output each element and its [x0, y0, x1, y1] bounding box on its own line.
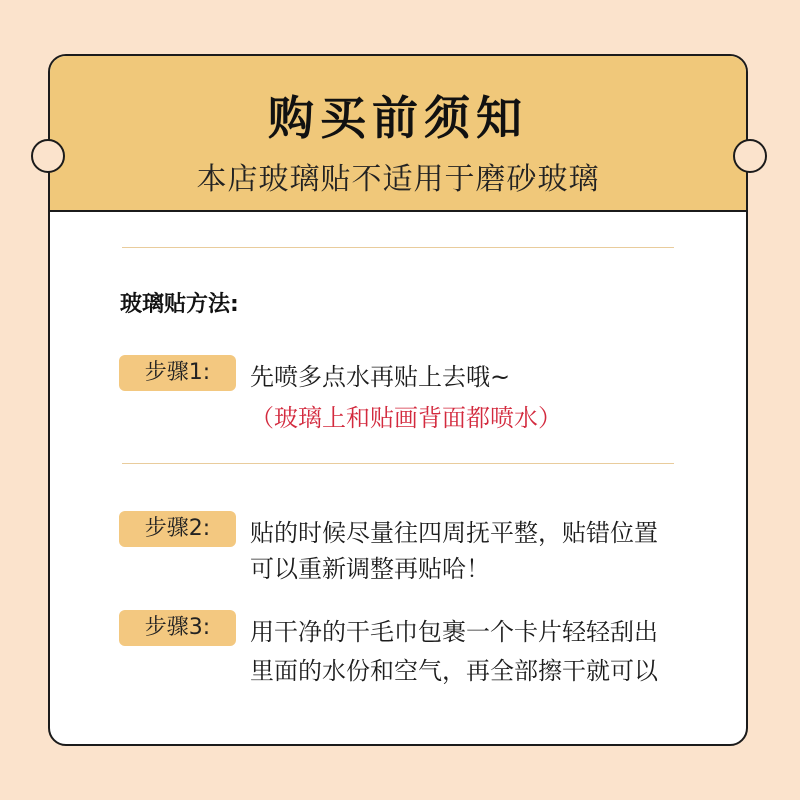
method-heading: 玻璃贴方法:	[120, 292, 239, 317]
step-2-label: 步骤2:	[119, 511, 236, 547]
step-1-note: （玻璃上和贴画背面都喷水）	[250, 404, 562, 432]
notice-title: 购买前须知	[268, 91, 528, 145]
divider-middle	[122, 463, 674, 464]
divider-top	[122, 247, 674, 248]
ticket-notch-right	[733, 139, 767, 173]
step-1-label: 步骤1:	[119, 355, 236, 391]
step-3-text-line-1: 用干净的干毛巾包裹一个卡片轻轻刮出	[250, 618, 658, 646]
step-1-text: 先喷多点水再贴上去哦~	[250, 363, 511, 391]
ticket-notch-left	[31, 139, 65, 173]
step-3-text-line-2: 里面的水份和空气，再全部擦干就可以	[250, 657, 658, 685]
notice-subtitle: 本店玻璃贴不适用于磨砂玻璃	[196, 162, 600, 197]
step-3-label: 步骤3:	[119, 610, 236, 646]
notice-header	[50, 56, 746, 212]
step-2-text-line-1: 贴的时候尽量往四周抚平整，贴错位置	[250, 519, 658, 547]
step-2-text-line-2: 可以重新调整再贴哈！	[250, 555, 490, 583]
